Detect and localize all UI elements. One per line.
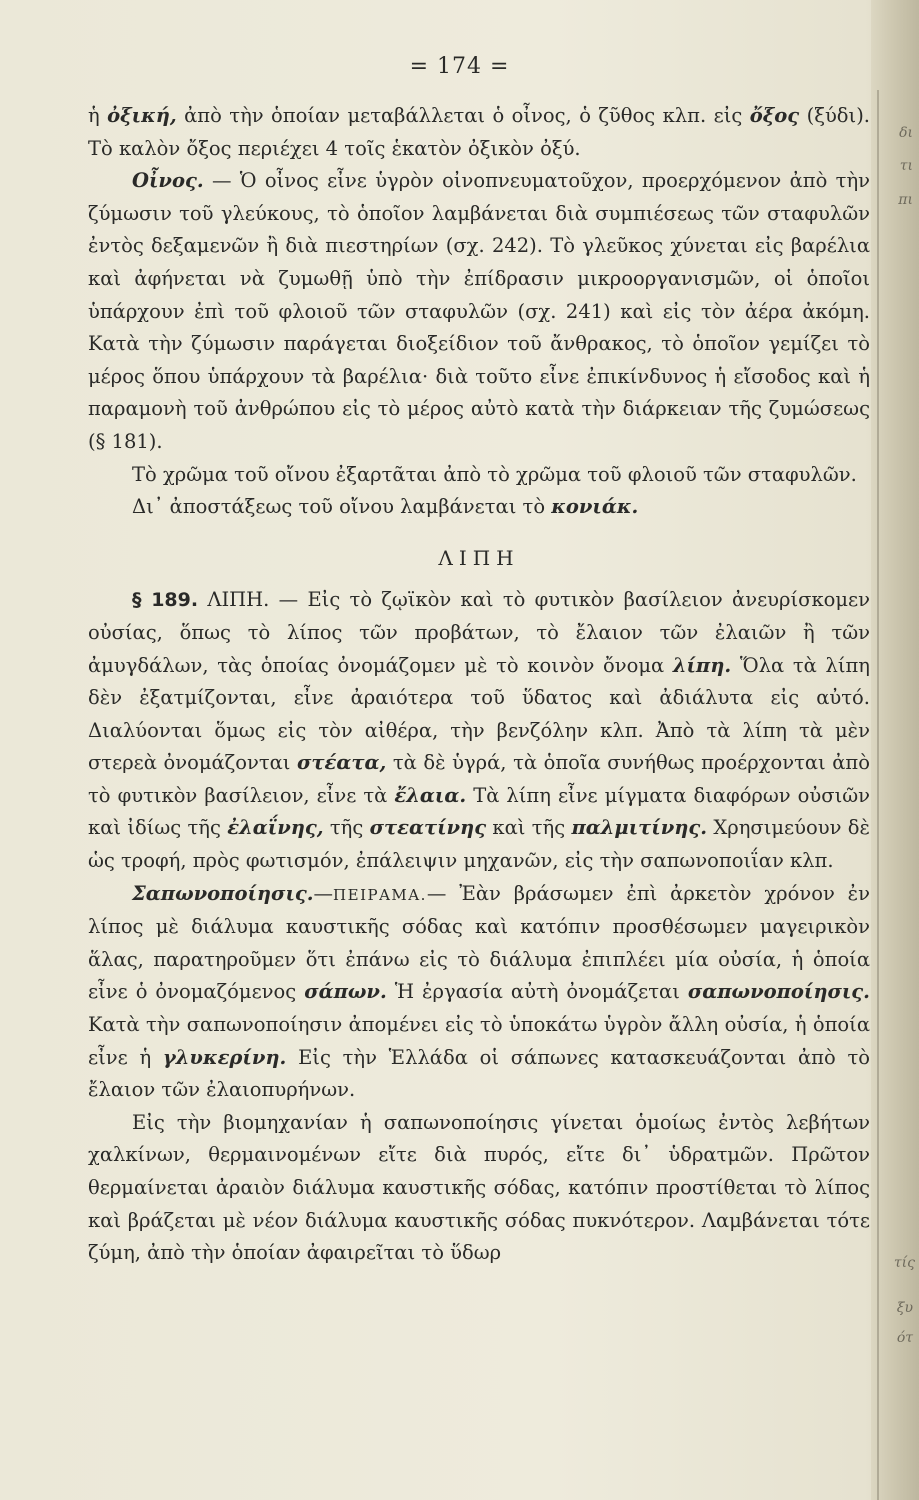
emphasized-term: ὀξική, [107,104,177,127]
emphasized-term: ἔλαια. [394,783,467,807]
emphasized-term: σάπων. [304,980,387,1004]
text-run: Τὰ λίπη εἶνε μίγματα διαφόρων οὐσιῶν καὶ ἰδίως τῆς [88,783,870,840]
text-run: Ἡ ἐργασία αὐτὴ ὀνομάζεται [386,980,688,1004]
emphasized-term: ὄξος [749,104,800,127]
text-run: Ὅλα τὰ λίπη δὲν ἐξατμίζονται, εἶνε ἀραιότερα τοῦ ὕδατος καὶ ἀδιάλυτα εἰς αὐτό. Διαλύονται ὅμως εἰς τὸν αἰθέρα, τὴν βενζόλην κλπ. Ἀπὸ τὰ λίπη τὰ μὲν στερεὰ ὀνομάζονται [88,653,870,775]
emphasized-term: κονιάκ. [551,495,639,519]
body-text [88,100,870,1270]
paragraph [88,1107,870,1270]
margin-mark: τι [899,158,913,174]
paragraph [88,100,870,165]
paragraph [88,491,870,524]
emphasized-term: σαπωνοποίησις. [687,980,870,1004]
emphasized-term: λίπη. [672,653,732,677]
emphasized-term: στέατα, [297,751,387,775]
text-run: Τὸ χρῶμα τοῦ οἴνου ἐξαρτᾶται ἀπὸ τὸ χρῶμα τοῦ φλοιοῦ τῶν σταφυλῶν. [132,462,857,486]
margin-mark: ότ [896,1330,913,1346]
text-run: τῆς [323,816,370,840]
text-run: Κατὰ τὴν σαπωνοποίησιν ἀπομένει εἰς τὸ ὑποκάτω ὑγρὸν ἄλλη οὐσία, ἡ ὁποία εἶνε ἡ [88,1013,870,1069]
binding-line [877,90,879,1500]
text-run: Δι᾿ ἀποστάξεως τοῦ οἴνου λαμβάνεται τὸ [132,495,552,519]
emphasized-term: παλμιτίνης. [571,816,708,840]
text-run: — Ὁ οἶνος εἶνε ὑγρὸν οἰνοπνευματοῦχον, προερχόμενον ἀπὸ τὴν ζύμωσιν τοῦ γλεύκους, τὸ ὁποῖον λαμβάνεται διὰ συμπιέσεως τῶν σταφυλῶν ἐντὸς δεξαμενῶν ἢ διὰ πιεστηρίων (σχ. 242). Τὸ γλεῦκος χύνεται εἰς βαρέλια καὶ ἀφήνεται νὰ ζυμωθῇ ὑπὸ τὴν ἐπίδρασιν μικροοργανισμῶν, οἱ ὁποῖοι ὑπάρχουν ἐπὶ τοῦ φλοιοῦ τῶν σταφυλῶν (σχ. 241) καὶ εἰς τὸν ἀέρα ἀκόμη. Κατὰ τὴν ζύμωσιν παράγεται διοξείδιον τοῦ ἄνθρακος, τὸ ὁποῖον γεμίζει τὸ μέρος ὅπου ὑπάρχουν τὰ βαρέλια· διὰ τοῦτο εἶνε ἐπικίνδυνος ἡ εἴσοδος καὶ ἡ παραμονὴ τοῦ ἀνθρώπου εἰς τὸ μέρος αὐτὸ κατὰ τὴν διάρκειαν τῆς ζυμώσεως (§ 181). [88,169,870,453]
experiment-label: ΠΕΙΡΑΜΑ. [333,885,427,904]
text-run: ΛΙΠΗ. — Εἰς τὸ ζῳϊκὸν καὶ τὸ φυτικὸν βασίλειον ἀνευρίσκομεν οὐσίας, ὅπως τὸ λίπος τῶν προβάτων, τὸ ἔλαιον τῶν ἐλαιῶν ἢ τῶν ἀμυγδάλων, τὰς ὁποίας ὀνομάζομεν μὲ τὸ κοινὸν ὄνομα [88,588,871,677]
emphasized-term: Σαπωνοποίησις. [132,881,314,905]
paragraph [88,459,870,492]
section-number: § 189. [132,589,199,612]
text-run: τὰ δὲ ὑγρά, τὰ ὁποῖα συνήθως προέρχονται ἀπὸ τὸ φυτικὸν βασίλειον, εἶνε τὰ [88,751,870,807]
margin-mark: πι [898,192,913,208]
text-run: — [313,881,334,905]
paragraph [88,165,870,458]
text-run: Εἰς τὴν Ἑλλάδα οἱ σάπωνες κατασκευάζονται ἀπὸ τὸ ἔλαιον τῶν ἐλαιοπυρήνων. [88,1045,870,1102]
text-run: ἡ [88,104,108,127]
text-run: Εἰς τὴν βιομηχανίαν ἡ σαπωνοποίησις γίνεται ὁμοίως ἐντὸς λεβήτων χαλκίνων, θερμαινομένων εἴτε διὰ πυρός, εἴτε δι᾿ ὑδρατμῶν. Πρῶτον θερμαίνεται ἀραιὸν διάλυμα καυστικῆς σόδας, κατόπιν προστίθεται τὸ λίπος καὶ βράζεται μὲ νέον διάλυμα καυστικῆς σόδας πυκνότερον. Λαμβάνεται τότε ζύμη, ἀπὸ τὴν ὁποίαν ἀφαιρεῖται τὸ ὕδωρ [88,1110,870,1265]
section-heading [88,542,870,575]
text-run: καὶ τῆς [486,816,572,840]
margin-mark: τίς [893,1255,915,1271]
margin-mark: δι [899,125,913,141]
text-run: — Ἐὰν βράσωμεν ἐπὶ ἀρκετὸν χρόνον ἐν λίπος μὲ διάλυμα καυστικῆς σόδας καὶ κατόπιν προσθέσωμεν μαγειρικὸν ἅλας, παρατηροῦμεν ὅτι ἐπάνω εἰς τὸ διάλυμα ἐπιπλέει μία οὐσία, ἡ ὁποία εἶνε ὁ ὀνομαζόμενος [88,881,870,1004]
paragraph [88,584,870,877]
emphasized-term: ἐλαΐνης, [227,816,324,840]
text-run: Χρησιμεύουν δὲ ὡς τροφή, πρὸς φωτισμόν, ἐπάλειψιν μηχανῶν, εἰς τὴν σαπωνοποιΐαν κλπ. [88,816,870,873]
margin-mark: ξυ [896,1300,913,1316]
emphasized-term: γλυκερίνη. [162,1045,287,1069]
text-run: ΛΙΠΗ [438,545,520,570]
text-run: ἀπὸ τὴν ὁποίαν μεταβάλλεται ὁ οἶνος, ὁ ζῦθος κλπ. εἰς [176,104,750,127]
emphasized-term: Οἶνος. [132,169,204,193]
paragraph [88,878,870,1107]
emphasized-term: στεατίνης [369,816,487,840]
text-run: (ξύδι). Τὸ καλὸν ὄξος περιέχει 4 τοῖς ἑκατὸν ὀξικὸν ὀξύ. [88,104,871,160]
page-number: = 174 = [409,54,510,79]
